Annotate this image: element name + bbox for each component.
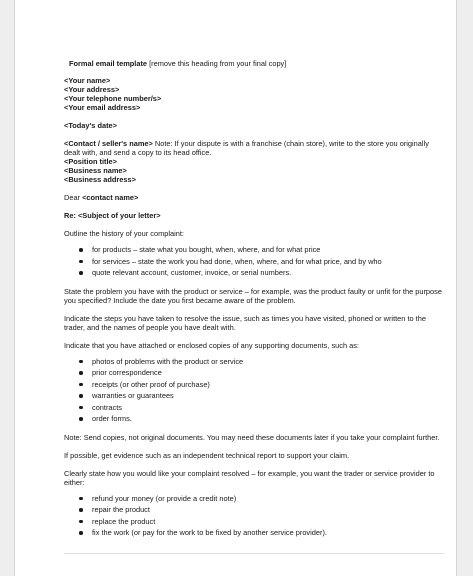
subject-line: Re: <Subject of your letter> (64, 211, 161, 220)
attached-intro: Indicate that you have attached or enclosed copies of any supporting documents, such as: (64, 340, 359, 350)
list-item: repair the product (64, 505, 446, 514)
list-item: warranties or guarantees (64, 391, 446, 400)
sender-email: <Your email address> (64, 103, 141, 112)
heading-title: Formal email template (69, 59, 148, 68)
copies-note: Note: Send copies, not original documents. You may need these documents later if you take your complaint further. (64, 432, 440, 442)
page-divider (64, 553, 444, 554)
list-item: fix the work (or pay for the work to be fixed by another service provider). (64, 528, 446, 537)
steps-paragraph: Indicate the steps you have taken to resolve the issue, such as times you have visited, phoned or written to the trader, and the names of people you have dealt with. (64, 313, 426, 332)
attached-list (64, 357, 446, 424)
heading-note: [remove this heading from your final copy] (147, 59, 287, 68)
list-item: order forms. (64, 414, 446, 423)
outline-intro: Outline the history of your complaint: (64, 229, 184, 238)
business-name: <Business name> (64, 166, 127, 175)
list-item: prior correspondence (64, 368, 446, 377)
letter-body (64, 59, 446, 540)
position-title: <Position title> (64, 157, 117, 166)
list-item: contracts (64, 403, 446, 412)
outline-list (64, 245, 446, 277)
resolve-intro: Clearly state how you would like your complaint resolved – for example, you want the trader or service provider to either: (64, 468, 435, 487)
sender-block (64, 76, 446, 112)
problem-paragraph: State the problem you have with the product or service – for example, was the product faulty or unfit for the purpose you specified? Include the date you first became aware of the problem. (64, 286, 442, 305)
list-item: refund your money (or provide a credit note) (64, 494, 446, 503)
letter-date: <Today's date> (64, 121, 117, 130)
resolve-list (64, 494, 446, 538)
salutation-name: <contact name> (82, 193, 139, 202)
document-page (14, 0, 457, 576)
salutation (64, 193, 446, 202)
contact-label: <Contact / seller's name> (64, 139, 153, 148)
list-item: for services – state the work you had done, when, where, and for what price, and by who (64, 257, 446, 266)
contact-note: Note: If your dispute is with a franchise (chain store), write to the store you originally dealt with, and send a copy to its head office. (64, 139, 429, 157)
list-item: for products – state what you bought, when, where, and for what price (64, 245, 446, 254)
evidence-paragraph: If possible, get evidence such as an independent technical report to support your claim. (64, 450, 350, 460)
list-item: replace the product (64, 517, 446, 526)
list-item: receipts (or other proof of purchase) (64, 380, 446, 389)
sender-address: <Your address> (64, 85, 120, 94)
business-address: <Business address> (64, 175, 136, 184)
contact-paragraph (64, 139, 446, 157)
sender-name: <Your name> (64, 76, 111, 85)
sender-telephone: <Your telephone number/s> (64, 94, 162, 103)
list-item: quote relevant account, customer, invoice, or serial numbers. (64, 268, 446, 277)
template-heading (69, 59, 446, 68)
recipient-block (64, 139, 446, 184)
salutation-text: Dear (64, 193, 83, 202)
list-item: photos of problems with the product or service (64, 357, 446, 366)
